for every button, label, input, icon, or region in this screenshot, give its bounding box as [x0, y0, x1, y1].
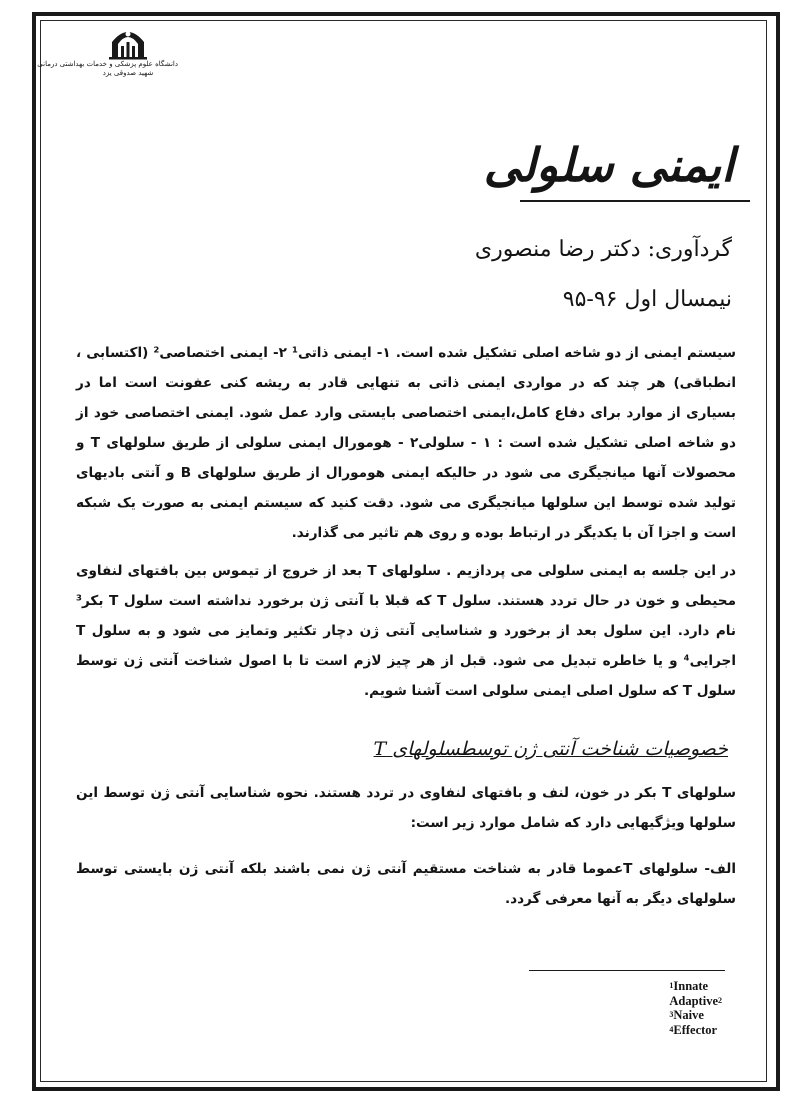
- section-paragraph: [76, 778, 736, 838]
- title-underline: [520, 200, 750, 202]
- document-title: ایمنی سلولی: [483, 138, 734, 192]
- semester-line: نیمسال اول ۹۶-۹۵: [562, 287, 732, 312]
- footnote-divider: [529, 970, 725, 971]
- footnote-item: $^1$Innate: [669, 979, 709, 993]
- footnote-item: $^3$Naive: [669, 1008, 704, 1022]
- intro-paragraph-text: سیستم ایمنی از دو شاخه اصلی تشکیل شده است. ۱- ایمنی ذاتی¹ ۲- ایمنی اختصاصی² (اکتسابی ، انطباقی) هر چند که در مواردی ایمنی ذاتی به تنهایی قادر به ریشه کنی عفونت است اما در بسیاری از موارد برای دفاع کامل،ایمنی اختصاصی بایستی وارد عمل شود. ایمنی اختصاصی خود از دو شاخه اصلی تشکیل شده است : ۱ - سلولی۲ - هومورال ایمنی سلولی از طریق سلولهای T و محصولات آنها میانجیگری می شود در حالیکه ایمنی هومورال از طریق سلولهای B و آنتی بادیهای تولید شده توسط این سلولها میانجیگری می شود. دقت کنید که سیستم ایمنی به صورت یک شبکه است و اجزا آن با یکدیگر در ارتباط بوده و روی هم تاثیر می گذارند.: [76, 345, 736, 541]
- session-paragraph: [76, 556, 736, 706]
- footnote-item: $^4$Effector: [669, 1022, 718, 1037]
- logo-text-line2: شهید صدوقی یزد: [102, 69, 154, 77]
- footnote-item: Adaptive$^2$: [669, 993, 722, 1008]
- university-logo: [37, 24, 178, 86]
- intro-paragraph: [76, 338, 736, 548]
- logo-text-line1: دانشگاه علوم پزشکی و خدمات بهداشتی درمانی: [37, 60, 178, 68]
- section-heading: خصوصیات شناخت آنتی ژن توسطسلولهای T: [373, 738, 728, 760]
- section-paragraph-text: سلولهای T بکر در خون، لنف و بافتهای لنفاوی در تردد هستند. نحوه شناسایی آنتی ژن توسط این سلولها ویژگیهایی دارد که شامل موارد زیر است:: [76, 785, 736, 831]
- list-item-alef: [76, 854, 736, 914]
- university-emblem-icon: [106, 24, 150, 60]
- list-item-alef-text: الف- سلولهای Tعموما قادر به شناخت مستقیم آنتی ژن نمی باشند بلکه آنتی ژن بایستی توسط سلولهای دیگر به آنها معرفی گردد.: [76, 861, 736, 907]
- compiler-line: گردآوری: دکتر رضا منصوری: [474, 237, 732, 262]
- session-paragraph-text: در این جلسه به ایمنی سلولی می پردازیم . سلولهای T بعد از خروج از تیموس بین بافتهای لنفاوی محیطی و خون در حال تردد هستند. سلول T که قبلا با آنتی ژن برخورد نداشته است سلول T بکر³ نام دارد. این سلول بعد از برخورد و شناسایی آنتی ژن دچار تکثیر وتمایز می شود و به سلول T اجرایی⁴ و یا خاطره تبدیل می شود. قبل از هر چیز لازم است تا با اصول شناخت آنتی ژن توسط سلول T که سلول اصلی ایمنی سلولی است آشنا شویم.: [76, 563, 737, 699]
- footnotes: [669, 979, 722, 1037]
